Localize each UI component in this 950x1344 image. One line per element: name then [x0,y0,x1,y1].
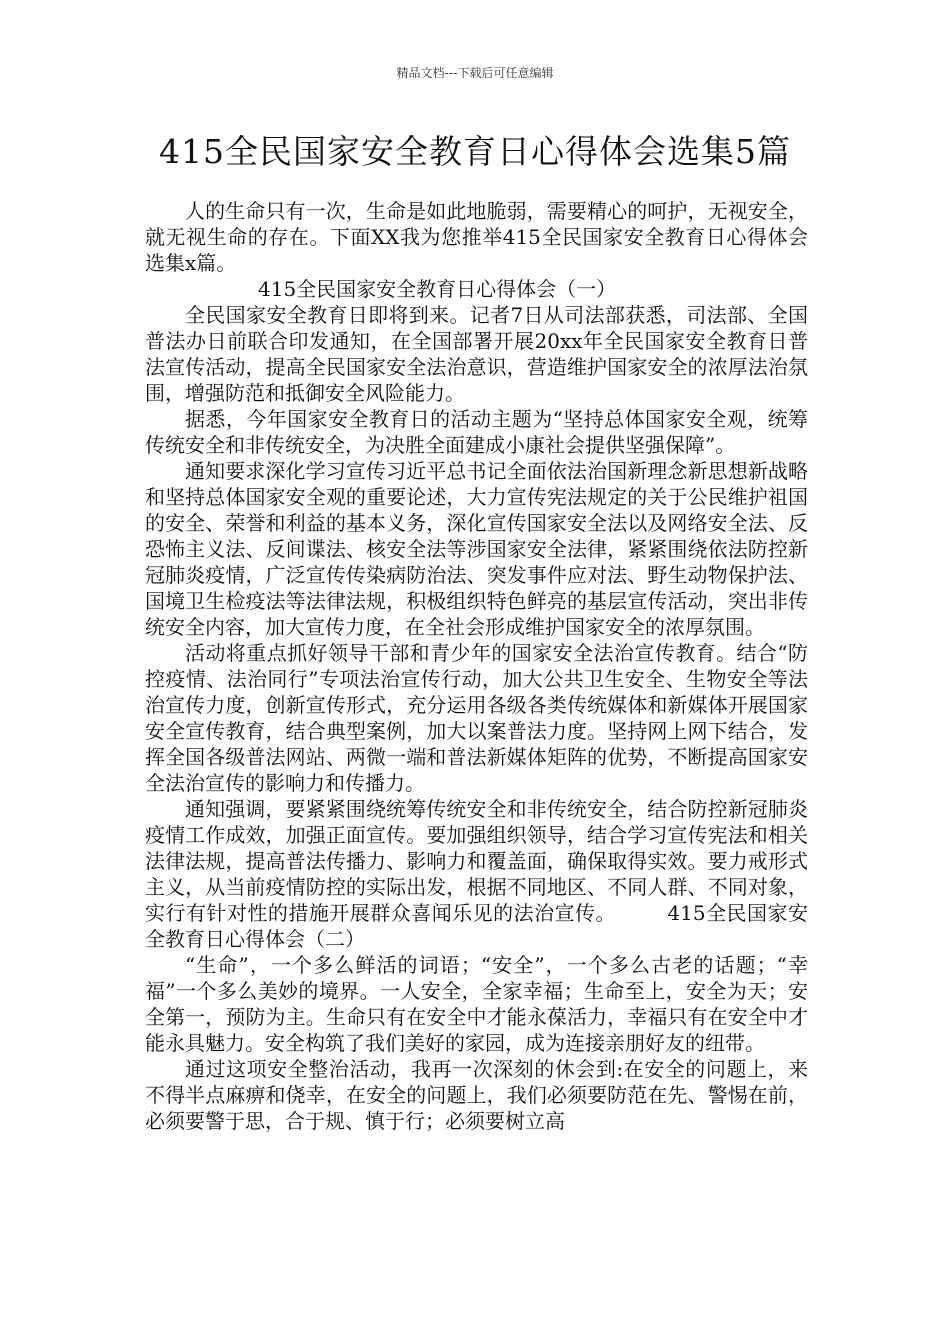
paragraph: 活动将重点抓好领导干部和青少年的国家安全法治宣传教育。结合“防控疫情、法治同行”专项法治宣传行动，加大公共卫生安全、生物安全等法治宣传力度，创新宣传形式，充分运用各级各类传统媒体和新媒体开展国家安全宣传教育，结合典型案例，加大以案普法力度。坚持网上网下结合，发挥全国各级普法网站、两微一端和普法新媒体矩阵的优势，不断提高国家安全法治宣传的影响力和传播力。 [145,641,808,795]
paragraph-intro: 人的生命只有一次，生命是如此地脆弱，需要精心的呵护，无视安全，就无视生命的存在。下面XX我为您推举415全民国家安全教育日心得体会选集x篇。 [145,199,808,275]
document-body [145,198,808,1134]
paragraph: 通过这项安全整治活动，我再一次深刻的休会到:在安全的问题上，来不得半点麻痹和侥幸，在安全的问题上，我们必须要防范在先、警惕在前，必须要警于思，合于规、慎于行；必须要树立高 [145,1057,808,1133]
paragraph: 通知强调，要紧紧围绕统筹传统安全和非传统安全，结合防控新冠肺炎疫情工作成效，加强正面宣传。要加强组织领导，结合学习宣传宪法和相关法律法规，提高普法传播力、影响力和覆盖面，确保取得实效。要力戒形式主义，从当前疫情防控的实际出发，根据不同地区、不同人群、不同对象，实行有针对性的措施开展群众喜闻乐见的法治宣传。 415全民国家安全教育日心得体会（二） [145,797,808,951]
section-heading-1: 415全民国家安全教育日心得体会（一） [258,277,617,301]
paragraph: 通知要求深化学习宣传习近平总书记全面依法治国新理念新思想新战略和坚持总体国家安全观的重要论述，大力宣传宪法规定的关于公民维护祖国的安全、荣誉和利益的基本义务，深化宣传国家安全法以及网络安全法、反恐怖主义法、反间谍法、核安全法等涉国家安全法律，紧紧围绕依法防控新冠肺炎疫情，广泛宣传传染病防治法、突发事件应对法、野生动物保护法、国境卫生检疫法等法律法规，积极组织特色鲜亮的基层宣传活动，突出非传统安全内容，加大宣传力度，在全社会形成维护国家安全的浓厚氛围。 [145,459,808,639]
document-title: 415全民国家安全教育日心得体会选集5篇 [159,132,791,171]
header-note: 精品文档---下载后可任意编辑 [396,66,554,80]
paragraph: 全民国家安全教育日即将到来。记者7日从司法部获悉，司法部、全国普法办日前联合印发通知，在全国部署开展20xx年全民国家安全教育日普法宣传活动，提高全民国家安全法治意识，营造维护国家安全的浓厚法治氛围，增强防范和抵御安全风险能力。 [145,303,808,405]
paragraph: 据悉，今年国家安全教育日的活动主题为“坚持总体国家安全观，统筹传统安全和非传统安全，为决胜全面建成小康社会提供坚强保障”。 [145,407,808,457]
paragraph: “生命”，一个多么鲜活的词语；“安全”，一个多么古老的话题；“幸福”一个多么美妙的境界。一人安全，全家幸福；生命至上，安全为天；安全第一，预防为主。生命只有在安全中才能永葆活力，幸福只有在安全中才能永具魅力。安全构筑了我们美好的家园，成为连接亲朋好友的纽带。 [145,953,808,1055]
